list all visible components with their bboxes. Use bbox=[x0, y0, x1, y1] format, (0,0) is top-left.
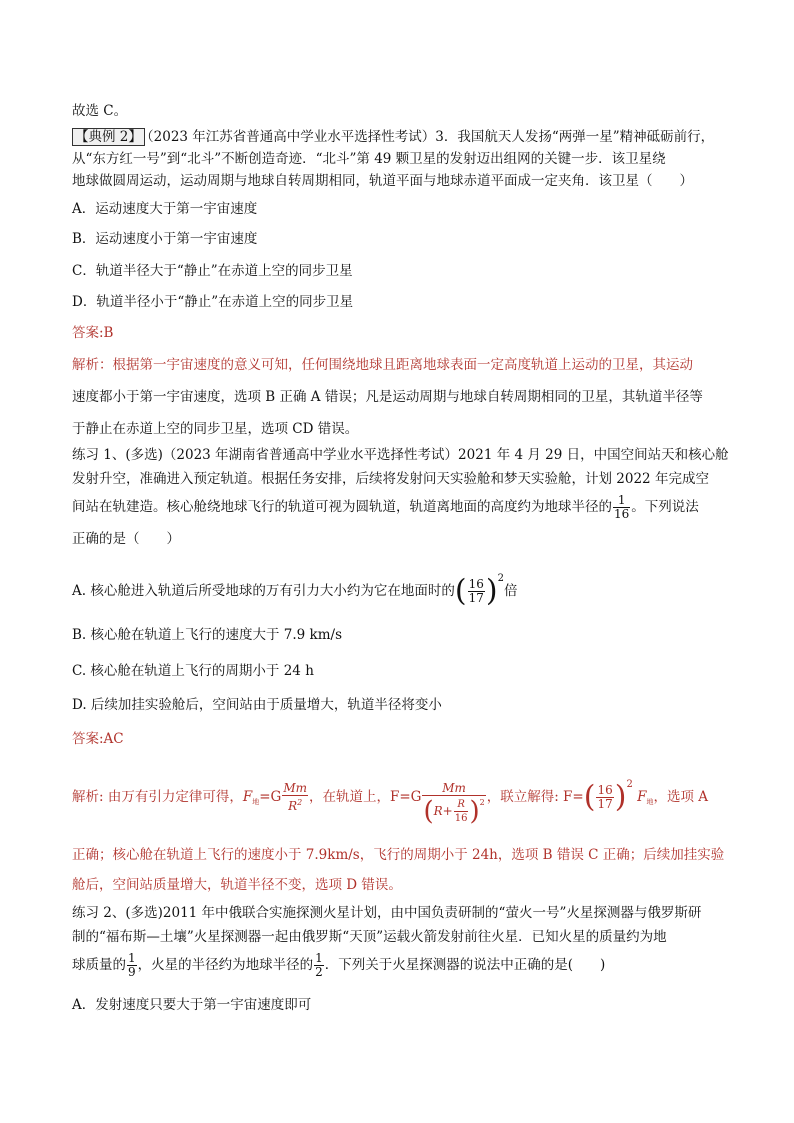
fraction-1-16: $\frac{1}{16}$ bbox=[614, 493, 630, 521]
explanation-2-line-1: 解析: 由万有引力定律可得，$F_地=G$ $\frac{Mm}{R^2}$ ，在轨道上，F=G Mm (R+ $\frac{R}{16}$ )$^2$ ，联立解得: F=( $\frac{16}{17}$ )$^2$ $F_地$，选项 A bbox=[72, 779, 709, 827]
explanation-2-line-2: 正确；核心舱在轨道上飞行的速度小于 7.9km/s，飞行的周期小于 24h，选项 B 错误 C 正确；后续加挂实验 bbox=[72, 847, 725, 863]
example-2-tag: 【典例 2】 bbox=[72, 128, 145, 146]
example-2-line-1: 【典例 2】 （2023 年江苏省普通高中学业水平选择性考试）3．我国航天人发扬“两弹一星”精神砥砺前行， bbox=[72, 128, 732, 146]
practice-2-option-a: A．发射速度只要大于第一宇宙速度即可 bbox=[72, 997, 312, 1013]
practice-1-option-b: B. 核心舱在轨道上飞行的速度大于 7.9 km/s bbox=[72, 627, 343, 643]
example-2-line-2: 从“东方红一号”到“北斗”不断创造奇迹．“北斗”第 49 颗卫星的发射迈出组网的关键一步．该卫星绕 bbox=[72, 151, 666, 167]
conclusion-line: 故选 C。 bbox=[72, 103, 128, 119]
answer-1: 答案:B bbox=[72, 325, 114, 341]
explanation-1-line-1: 解析：根据第一宇宙速度的意义可知，任何围绕地球且距离地球表面一定高度轨道上运动的卫星，其运动 bbox=[72, 357, 693, 373]
answer-2: 答案:AC bbox=[72, 731, 124, 747]
practice-1-option-d: D. 后续加挂实验舱后，空间站由于质量增大，轨道半径将变小 bbox=[72, 697, 442, 713]
practice-2-line-2: 制的“福布斯—土壤”火星探测器一起由俄罗斯“天顶”运载火箭发射前往火星．已知火星的质量约为地 bbox=[72, 929, 667, 945]
example-2-line-3: 地球做圆周运动，运动周期与地球自转周期相同，轨道平面与地球赤道平面成一定夹角．该卫星（ ） bbox=[72, 173, 693, 189]
explanation-2-line-3: 舱后，空间站质量增大，轨道半径不变，选项 D 错误。 bbox=[72, 877, 402, 893]
practice-1-line-4: 正确的是（ ） bbox=[72, 531, 180, 547]
fraction-16-17: $\frac{16}{17}$ bbox=[468, 577, 484, 605]
option-c: C．轨道半径大于“静止”在赤道上空的同步卫星 bbox=[72, 263, 353, 279]
practice-1-line-1: 练习 1、(多选)（2023 年湖南省普通高中学业水平选择性考试）2021 年 4 月 29 日，中国空间站天和核心舱 bbox=[72, 447, 729, 463]
option-a: A．运动速度大于第一宇宙速度 bbox=[72, 201, 258, 217]
option-b: B．运动速度小于第一宇宙速度 bbox=[72, 231, 258, 247]
explanation-1-line-3: 于静止在赤道上空的同步卫星，选项 CD 错误。 bbox=[72, 421, 359, 437]
practice-1-option-a: A. 核心舱进入轨道后所受地球的万有引力大小约为它在地面时的( $\frac{16}{17}$ )$^2$倍 bbox=[72, 573, 518, 609]
practice-1-line-2: 发射升空，准确进入预定轨道。根据任务安排，后续将发射问天实验舱和梦天实验舱，计划 2022 年完成空 bbox=[72, 471, 709, 487]
practice-2-line-1: 练习 2、(多选)2011 年中俄联合实施探测火星计划，由中国负责研制的“萤火一号”火星探测器与俄罗斯研 bbox=[72, 905, 702, 921]
option-d: D．轨道半径小于“静止”在赤道上空的同步卫星 bbox=[72, 294, 354, 310]
practice-1-option-c: C. 核心舱在轨道上飞行的周期小于 24 h bbox=[72, 663, 314, 679]
explanation-1-line-2: 速度都小于第一宇宙速度，选项 B 正确 A 错误；凡是运动周期与地球自转周期相同的卫星，其轨道半径等 bbox=[72, 389, 703, 405]
practice-2-line-3: 球质量的 $\frac{1}{9}$ ，火星的半径约为地球半径的 $\frac{1}{2}$ ．下列关于火星探测器的说法中正确的是( ) bbox=[72, 951, 606, 979]
practice-1-line-3: 间站在轨建造。核心舱绕地球飞行的轨道可视为圆轨道，轨道离地面的高度约为地球半径的 $\frac{1}{16}$ 。下列说法 bbox=[72, 493, 699, 521]
